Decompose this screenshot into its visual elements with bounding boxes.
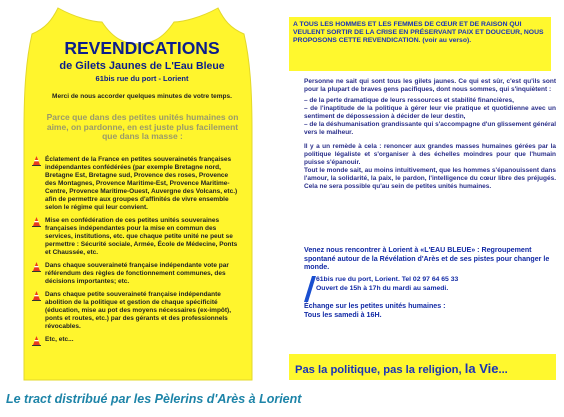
vest-intro: Parce que dans des petites unités humaines on aime, on pardonne, en est juste plus facilement que dans la masse : (46, 112, 239, 141)
opening-hours: Ouvert de 15h à 17h du mardi au samedi. (316, 285, 449, 292)
paragraph: – de la perte dramatique de leurs ressources et stabilité financières, (304, 97, 514, 104)
list-item: Éclatement de la France en petites souverainetés françaises indépendantes confédérées (par exemple Bretagne nord, Bretagne Est, Bretagne sud, Provence des roses, Provence des Montagnes, Provence Maritime-Est, Provence Maritime-Centre, Provence Maritime-Ouest, Auvergne des Volcans, etc.) afin de permettre aux groupes d'affinités de vivre ensemble selon le régime qui leur convient. (32, 156, 238, 212)
vest-merci: Merci de nous accorder quelques minutes de votre temps. (52, 93, 232, 100)
list-item: Etc, etc... (32, 336, 238, 344)
traffic-cone-icon (32, 156, 41, 166)
list-item: Dans chaque petite souveraineté française indépendante abolition de la politique et gestion de chaque spécificité (éducation, mise au pot des moyens nécessaires (ex-impôt), ponts et routes, etc.) par des gérants et des professionnels révocables. (32, 291, 238, 331)
paragraph: – de l'inaptitude de la politique à gérer leur vie pratique et quotidienne avec un sentiment de dépossession à décider de leur destin, (304, 105, 556, 120)
traffic-cone-icon (32, 336, 41, 346)
list-item: Dans chaque souveraineté française indépendante vote par référendum des règles de fonctionnement communes, des décisions importantes; etc. (32, 262, 238, 286)
claims-list (32, 156, 238, 349)
vest-subtitle: de Gilets Jaunes de L'Eau Bleue (59, 60, 225, 72)
paragraph: Personne ne sait qui sont tous les gilets jaunes. Ce qui est sûr, c'est qu'ils sont pour la plupart de braves gens pacifiques, dont nous sommes, qui s'inquiètent : (304, 78, 556, 93)
paragraph: Tout le monde sait, au moins intuitivement, que les hommes s'épanouissent dans l'amour, la solidarité, la paix, le pardon, l'intelligence du cœur libre des préjugés. Cela ne sera possible qu'au sein de petites unités humaines. (304, 167, 556, 190)
paragraph: Il y a un remède à cela : renoncer aux grandes masses humaines gérées par la politique légaliste et s'organiser à des échelles moindres pour que l'humain puisse s'épanouir. (304, 143, 556, 166)
vest-title: REVENDICATIONS (64, 38, 220, 58)
slash-mark-icon (303, 276, 317, 302)
traffic-cone-icon (32, 217, 41, 227)
caption: Le tract distribué par les Pèlerins d'Arès à Lorient (6, 392, 302, 406)
slogan-box (289, 354, 556, 380)
header-text: A TOUS LES HOMMES ET LES FEMMES DE CŒUR ET DE RAISON QUI VEULENT SORTIR DE LA CRISE EN PRÉSERVANT PAIX ET DOUCEUR, NOUS PROPOSONS CETTE REVENDICATION. (voir au verso). (293, 21, 544, 44)
paragraph: – de la déshumanisation grandissante qui s'accompagne d'un glissement général vers le malheur. (304, 121, 556, 136)
address-line: 61bis rue du port, Lorient. Tel 02 97 64 65 33 (316, 276, 459, 283)
traffic-cone-icon (32, 262, 41, 272)
header-box (289, 17, 551, 71)
body-text (304, 78, 556, 194)
vest-panel (0, 0, 278, 390)
exchange-time: Tous les samedi à 16H. (304, 311, 382, 319)
vest-address: 61bis rue du port - Lorient (95, 74, 189, 83)
exchange-line: Échange sur les petites unités humaines : (304, 302, 446, 310)
list-item: Mise en confédération de ces petites unités souveraines françaises indépendantes pour la mise en commun des services, institutions, etc. que chaque petite unité ne peut se permettre : Sécurité sociale, Armée, École de Médecine, Ponts et Chaussée, etc. (32, 217, 238, 257)
meet-text: Venez nous rencontrer à Lorient à «L'EAU BLEUE» : Regroupement spontané autour de la Révélation d'Arès et de ses pistes pour changer le monde. (304, 246, 550, 272)
slogan-text: Pas la politique, pas la religion, la Vie... (295, 361, 508, 376)
traffic-cone-icon (32, 291, 41, 301)
